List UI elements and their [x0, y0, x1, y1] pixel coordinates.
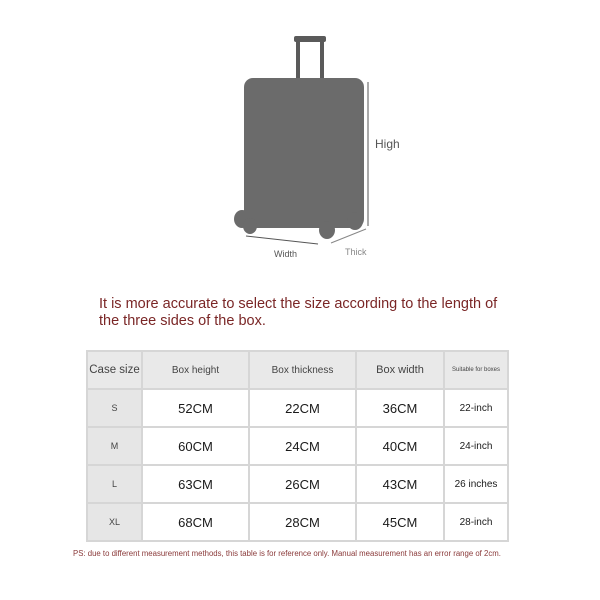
- suitcase-wheel: [319, 221, 335, 239]
- size-table: [86, 350, 509, 542]
- cell-width: 45CM: [356, 503, 444, 541]
- suitcase-handle: [294, 36, 326, 80]
- cell-size: M: [87, 427, 142, 465]
- cell-suitable: 22-inch: [444, 389, 508, 427]
- cell-thickness: 22CM: [249, 389, 356, 427]
- suitcase-diagram: [0, 0, 600, 270]
- thick-label: Thick: [345, 247, 367, 257]
- header-box-thickness: Box thickness: [249, 351, 356, 389]
- cell-height: 63CM: [142, 465, 249, 503]
- table-header-row: [87, 351, 508, 389]
- suitcase-wheel: [347, 212, 363, 230]
- cell-suitable: 28-inch: [444, 503, 508, 541]
- suitcase-body: [244, 78, 364, 228]
- cell-height: 52CM: [142, 389, 249, 427]
- thick-dimension-line: [331, 229, 366, 243]
- width-dimension-line: [246, 236, 318, 244]
- header-case-size: Case size: [87, 351, 142, 389]
- high-label: High: [375, 137, 400, 151]
- header-box-height: Box height: [142, 351, 249, 389]
- cell-width: 43CM: [356, 465, 444, 503]
- cell-width: 36CM: [356, 389, 444, 427]
- cell-size: S: [87, 389, 142, 427]
- size-selection-note: It is more accurate to select the size according to the length of the three sides of the box.: [99, 296, 498, 329]
- cell-size: L: [87, 465, 142, 503]
- cell-thickness: 26CM: [249, 465, 356, 503]
- cell-thickness: 28CM: [249, 503, 356, 541]
- cell-size: XL: [87, 503, 142, 541]
- table-row: [87, 389, 508, 427]
- cell-height: 68CM: [142, 503, 249, 541]
- cell-height: 60CM: [142, 427, 249, 465]
- cell-width: 40CM: [356, 427, 444, 465]
- table-row: [87, 465, 508, 503]
- cell-suitable: 24-inch: [444, 427, 508, 465]
- table-row: [87, 503, 508, 541]
- width-label: Width: [274, 249, 298, 259]
- table-row: [87, 427, 508, 465]
- header-box-width: Box width: [356, 351, 444, 389]
- ps-disclaimer: PS: due to different measurement methods, this table is for reference only. Manual measurement has an error range of 2cm.: [73, 549, 501, 558]
- cell-thickness: 24CM: [249, 427, 356, 465]
- suitcase-wheel: [243, 218, 257, 234]
- header-suitable: Suitable for boxes: [444, 351, 508, 389]
- cell-suitable: 26 inches: [444, 465, 508, 503]
